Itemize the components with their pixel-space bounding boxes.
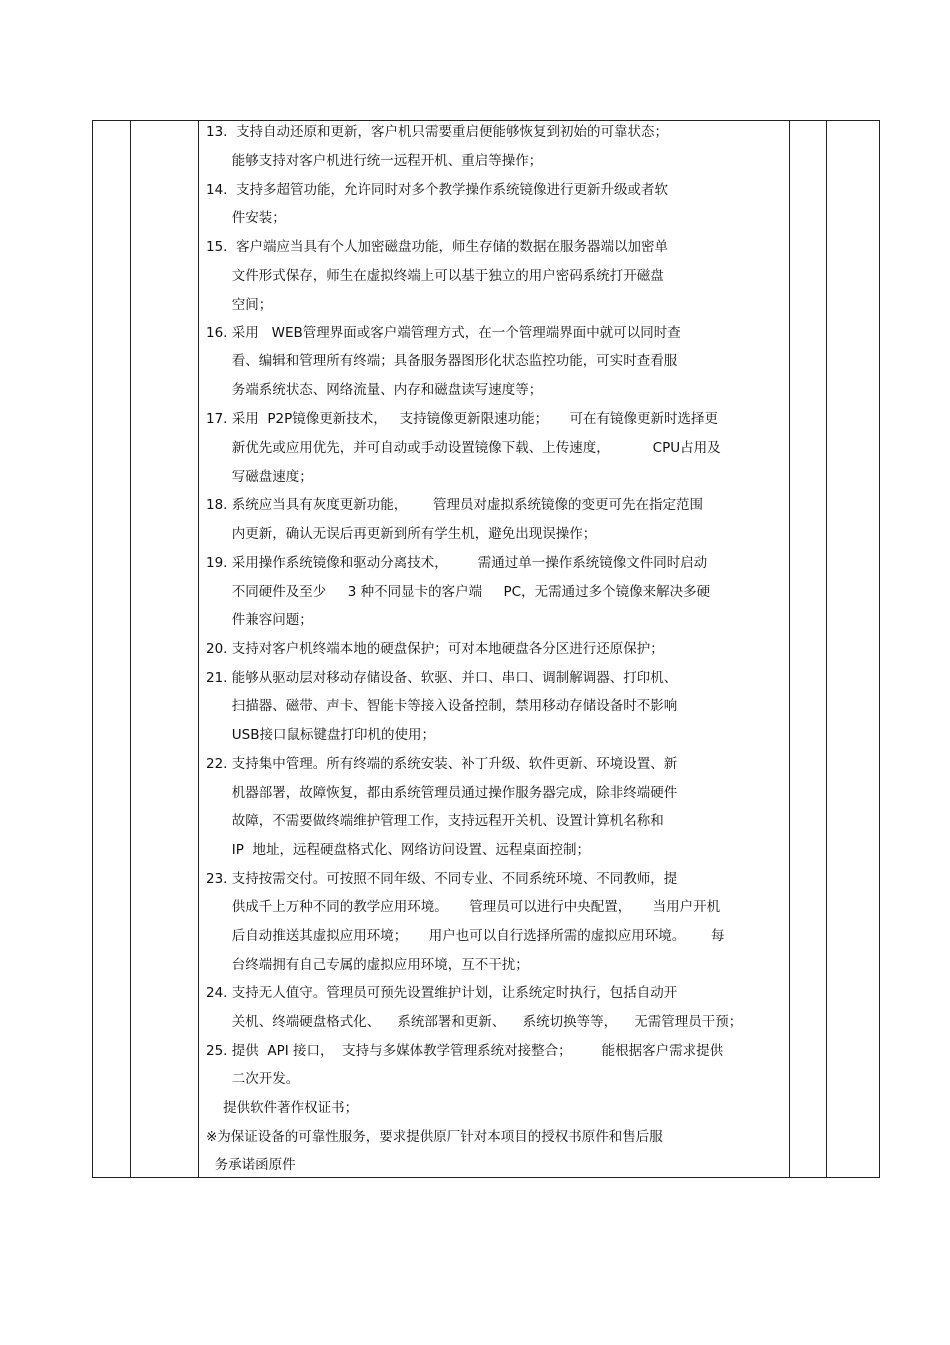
spec-line: 22. 支持集中管理。所有终端的系统安装、补丁升级、软件更新、环境设置、新 (206, 756, 678, 772)
spec-line: 件安装； (206, 210, 286, 226)
spec-line: 18. 系统应当具有灰度更新功能， 管理员对虚拟系统镜像的变更可先在指定范围 (206, 497, 704, 513)
spec-line: 23. 支持按需交付。可按照不同年级、不同专业、不同系统环境、不同教师，提 (206, 871, 678, 887)
spec-line: 新优先或应用优先，并可自动或手动设置镜像下载、上传速度， CPU占用及 (206, 440, 721, 456)
spec-line: 故障，不需要做终端维护管理工作，支持远程开关机、设置计算机名称和 (206, 813, 664, 829)
spec-line: 21. 能够从驱动层对移动存储设备、软驱、并口、串口、调制解调器、打印机、 (206, 670, 678, 686)
spec-line: 二次开发。 (206, 1071, 300, 1087)
spec-line: 务端系统状态、网络流量、内存和磁盘读写速度等； (206, 382, 543, 398)
column-divider (826, 121, 827, 1177)
spec-line: 看、编辑和管理所有终端；具备服务器图形化状态监控功能，可实时查看服 (206, 353, 678, 369)
spec-line: 25. 提供 API 接口， 支持与多媒体教学管理系统对接整合； 能根据客户需求提供 (206, 1043, 724, 1059)
spec-line: 务承诺函原件 (206, 1157, 296, 1173)
spec-line: 20. 支持对客户机终端本地的硬盘保护；可对本地硬盘各分区进行还原保护； (206, 641, 664, 657)
spec-line: 后自动推送其虚拟应用环境； 用户也可以自行选择所需的虚拟应用环境。 每 (206, 928, 725, 944)
spec-line: 台终端拥有自己专属的虚拟应用环境，互不干扰； (206, 957, 529, 973)
spec-line: 扫描器、磁带、声卡、智能卡等接入设备控制，禁用移动存储设备时不影响 (206, 698, 678, 714)
spec-line: 不同硬件及至少 3 种不同显卡的客户端 PC，无需通过多个镜像来解决多硬 (206, 584, 711, 600)
spec-line: 提供软件著作权证书； (206, 1100, 359, 1116)
spec-line: 17. 采用 P2P镜像更新技术， 支持镜像更新限速功能； 可在有镜像更新时选择更 (206, 411, 719, 427)
spec-line: 写磁盘速度； (206, 469, 313, 485)
spec-line: 关机、终端硬盘格式化、 系统部署和更新、 系统切换等等， 无需管理员干预； (206, 1014, 743, 1030)
column-divider (789, 121, 790, 1177)
spec-line: USB接口鼠标键盘打印机的使用； (206, 727, 435, 743)
spec-table (92, 120, 880, 1178)
column-divider (130, 121, 131, 1177)
spec-line: 件兼容问题； (206, 612, 313, 628)
spec-line: 内更新，确认无误后再更新到所有学生机，避免出现误操作； (206, 526, 597, 542)
spec-line: 15. 客户端应当具有个人加密磁盘功能，师生存储的数据在服务器端以加密单 (206, 239, 669, 255)
spec-line: 24. 支持无人值守。管理员可预先设置维护计划，让系统定时执行，包括自动开 (206, 985, 678, 1001)
spec-line: 文件形式保存，师生在虚拟终端上可以基于独立的用户密码系统打开磁盘 (206, 268, 664, 284)
spec-line: 能够支持对客户机进行统一远程开机、重启等操作； (206, 153, 543, 169)
spec-line: IP 地址，远程硬盘格式化、网络访问设置、远程桌面控制； (206, 842, 590, 858)
spec-line: 14. 支持多超管功能，允许同时对多个教学操作系统镜像进行更新升级或者软 (206, 182, 669, 198)
spec-line: 13. 支持自动还原和更新，客户机只需要重启便能够恢复到初始的可靠状态； (206, 124, 669, 140)
spec-line: 16. 采用 WEB管理界面或客户端管理方式，在一个管理端界面中就可以同时查 (206, 325, 681, 341)
spec-line: ※为保证设备的可靠性服务，要求提供原厂针对本项目的授权书原件和售后服 (206, 1129, 663, 1145)
spec-line: 空间； (206, 297, 273, 313)
column-divider (198, 121, 199, 1177)
spec-line: 机器部署，故障恢复，都由系统管理员通过操作服务器完成，除非终端硬件 (206, 785, 678, 801)
spec-line: 19. 采用操作系统镜像和驱动分离技术， 需通过单一操作系统镜像文件同时启动 (206, 555, 708, 571)
spec-line: 供成千上万种不同的教学应用环境。 管理员可以进行中央配置， 当用户开机 (206, 899, 721, 915)
